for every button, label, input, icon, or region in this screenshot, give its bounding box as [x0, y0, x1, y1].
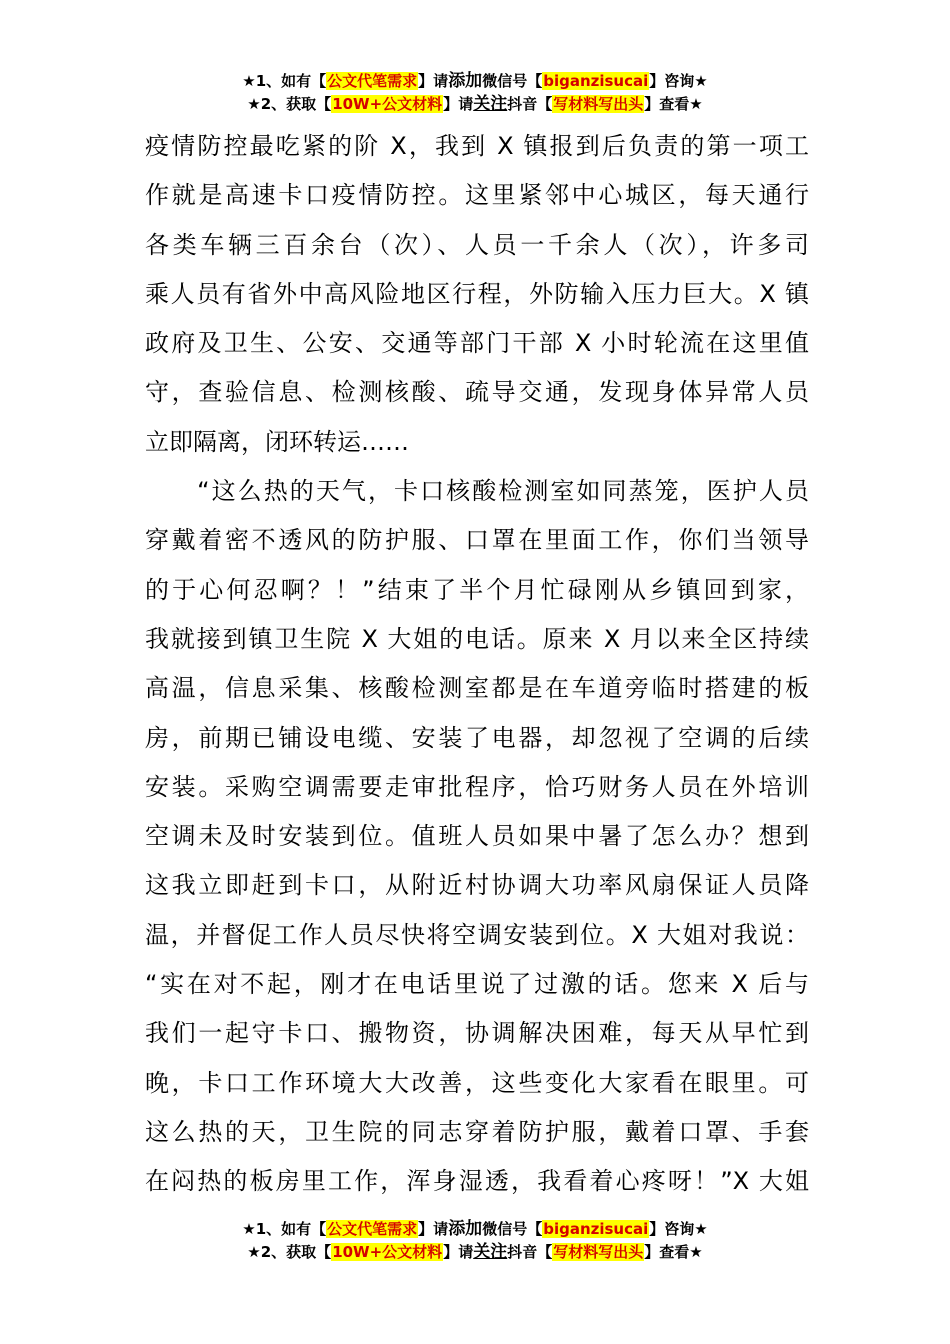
- promo-text: 】咨询★: [649, 1220, 708, 1238]
- promo-line-2: [0, 1241, 950, 1264]
- body-line: 这么热的天，卫生院的同志穿着防护服，戴着口罩、手套: [145, 1117, 809, 1146]
- body-line: “实在对不起，刚才在电话里说了过激的话。您来 X 后与: [145, 970, 809, 999]
- body-line: 乘人员有省外中高风险地区行程，外防输入压力巨大。X 镇: [145, 279, 809, 308]
- promo-text: ★2、获取【: [247, 1243, 332, 1261]
- promo-text: 】请: [418, 1220, 449, 1238]
- promo-text: 微信号【: [482, 72, 543, 90]
- body-line: 作就是高速卡口疫情防控。这里紧邻中心城区，每天通行: [145, 181, 809, 210]
- promo-line-2: [0, 93, 950, 116]
- body-line: 高温，信息采集、核酸检测室都是在车道旁临时搭建的板: [145, 674, 809, 703]
- body-line: 我就接到镇卫生院 X 大姐的电话。原来 X 月以来全区持续: [145, 624, 809, 653]
- promo-text-add: 添加: [448, 71, 483, 91]
- promo-text: 】请: [443, 95, 474, 113]
- promo-highlight-douyin: 写材料写出头: [553, 95, 644, 113]
- body-line: 我们一起守卡口、搬物资，协调解决困难，每天从早忙到: [145, 1019, 809, 1048]
- body-line: 房，前期已铺设电缆、安装了电器，却忽视了空调的后续: [145, 723, 809, 752]
- promo-highlight-materials: 10W+公文材料: [332, 95, 443, 113]
- promo-highlight-ghostwriting: 公文代笔需求: [327, 1220, 418, 1238]
- promo-text: 抖音【: [507, 1243, 553, 1261]
- body-line: 空调未及时安装到位。值班人员如果中暑了怎么办？想到: [145, 822, 809, 851]
- document-body: [145, 122, 809, 1207]
- promo-footer: [0, 1218, 950, 1264]
- promo-header: [0, 70, 950, 116]
- promo-text: 】请: [418, 72, 449, 90]
- body-line: 的于心何忍啊？！”结束了半个月忙碌刚从乡镇回到家，: [145, 575, 809, 604]
- body-line: 政府及卫生、公安、交通等部门干部 X 小时轮流在这里值: [145, 329, 809, 358]
- promo-text: 】请: [443, 1243, 474, 1261]
- promo-text: ★1、如有【: [242, 72, 327, 90]
- body-line: 在闷热的板房里工作，浑身湿透，我看着心疼呀！”X 大姐: [145, 1167, 809, 1196]
- body-line: 穿戴着密不透风的防护服、口罩在里面工作，你们当领导: [145, 526, 809, 555]
- body-line: 安装。采购空调需要走审批程序，恰巧财务人员在外培训: [145, 772, 809, 801]
- promo-text: 抖音【: [507, 95, 553, 113]
- promo-text: 微信号【: [482, 1220, 543, 1238]
- body-line: “这么热的天气，卡口核酸检测室如同蒸笼，医护人员: [145, 477, 809, 506]
- promo-text-add: 添加: [448, 1219, 483, 1239]
- promo-text: ★1、如有【: [242, 1220, 327, 1238]
- body-line: 各类车辆三百余台（次）、人员一千余人（次），许多司: [145, 230, 809, 259]
- promo-text-follow: 关注: [473, 94, 508, 114]
- promo-text: 】查看★: [644, 95, 703, 113]
- promo-highlight-materials: 10W+公文材料: [332, 1243, 443, 1261]
- promo-line-1: [0, 1218, 950, 1241]
- body-line: 温，并督促工作人员尽快将空调安装到位。X 大姐对我说：: [145, 920, 809, 949]
- body-line: 疫情防控最吃紧的阶 X，我到 X 镇报到后负责的第一项工: [145, 132, 809, 160]
- body-line: 立即隔离，闭环转运……: [145, 427, 409, 456]
- promo-highlight-wechat-id: biganzisucai: [543, 1220, 649, 1238]
- promo-highlight-douyin: 写材料写出头: [553, 1243, 644, 1261]
- promo-highlight-wechat-id: biganzisucai: [543, 72, 649, 90]
- promo-line-1: [0, 70, 950, 93]
- promo-text-follow: 关注: [473, 1242, 508, 1262]
- body-line: 晚，卡口工作环境大大改善，这些变化大家看在眼里。可: [145, 1068, 809, 1097]
- body-line: 这我立即赶到卡口，从附近村协调大功率风扇保证人员降: [145, 871, 809, 900]
- promo-text: 】咨询★: [649, 72, 708, 90]
- body-line: 守，查验信息、检测核酸、疏导交通，发现身体异常人员: [145, 378, 809, 407]
- promo-text: ★2、获取【: [247, 95, 332, 113]
- promo-highlight-ghostwriting: 公文代笔需求: [327, 72, 418, 90]
- promo-text: 】查看★: [644, 1243, 703, 1261]
